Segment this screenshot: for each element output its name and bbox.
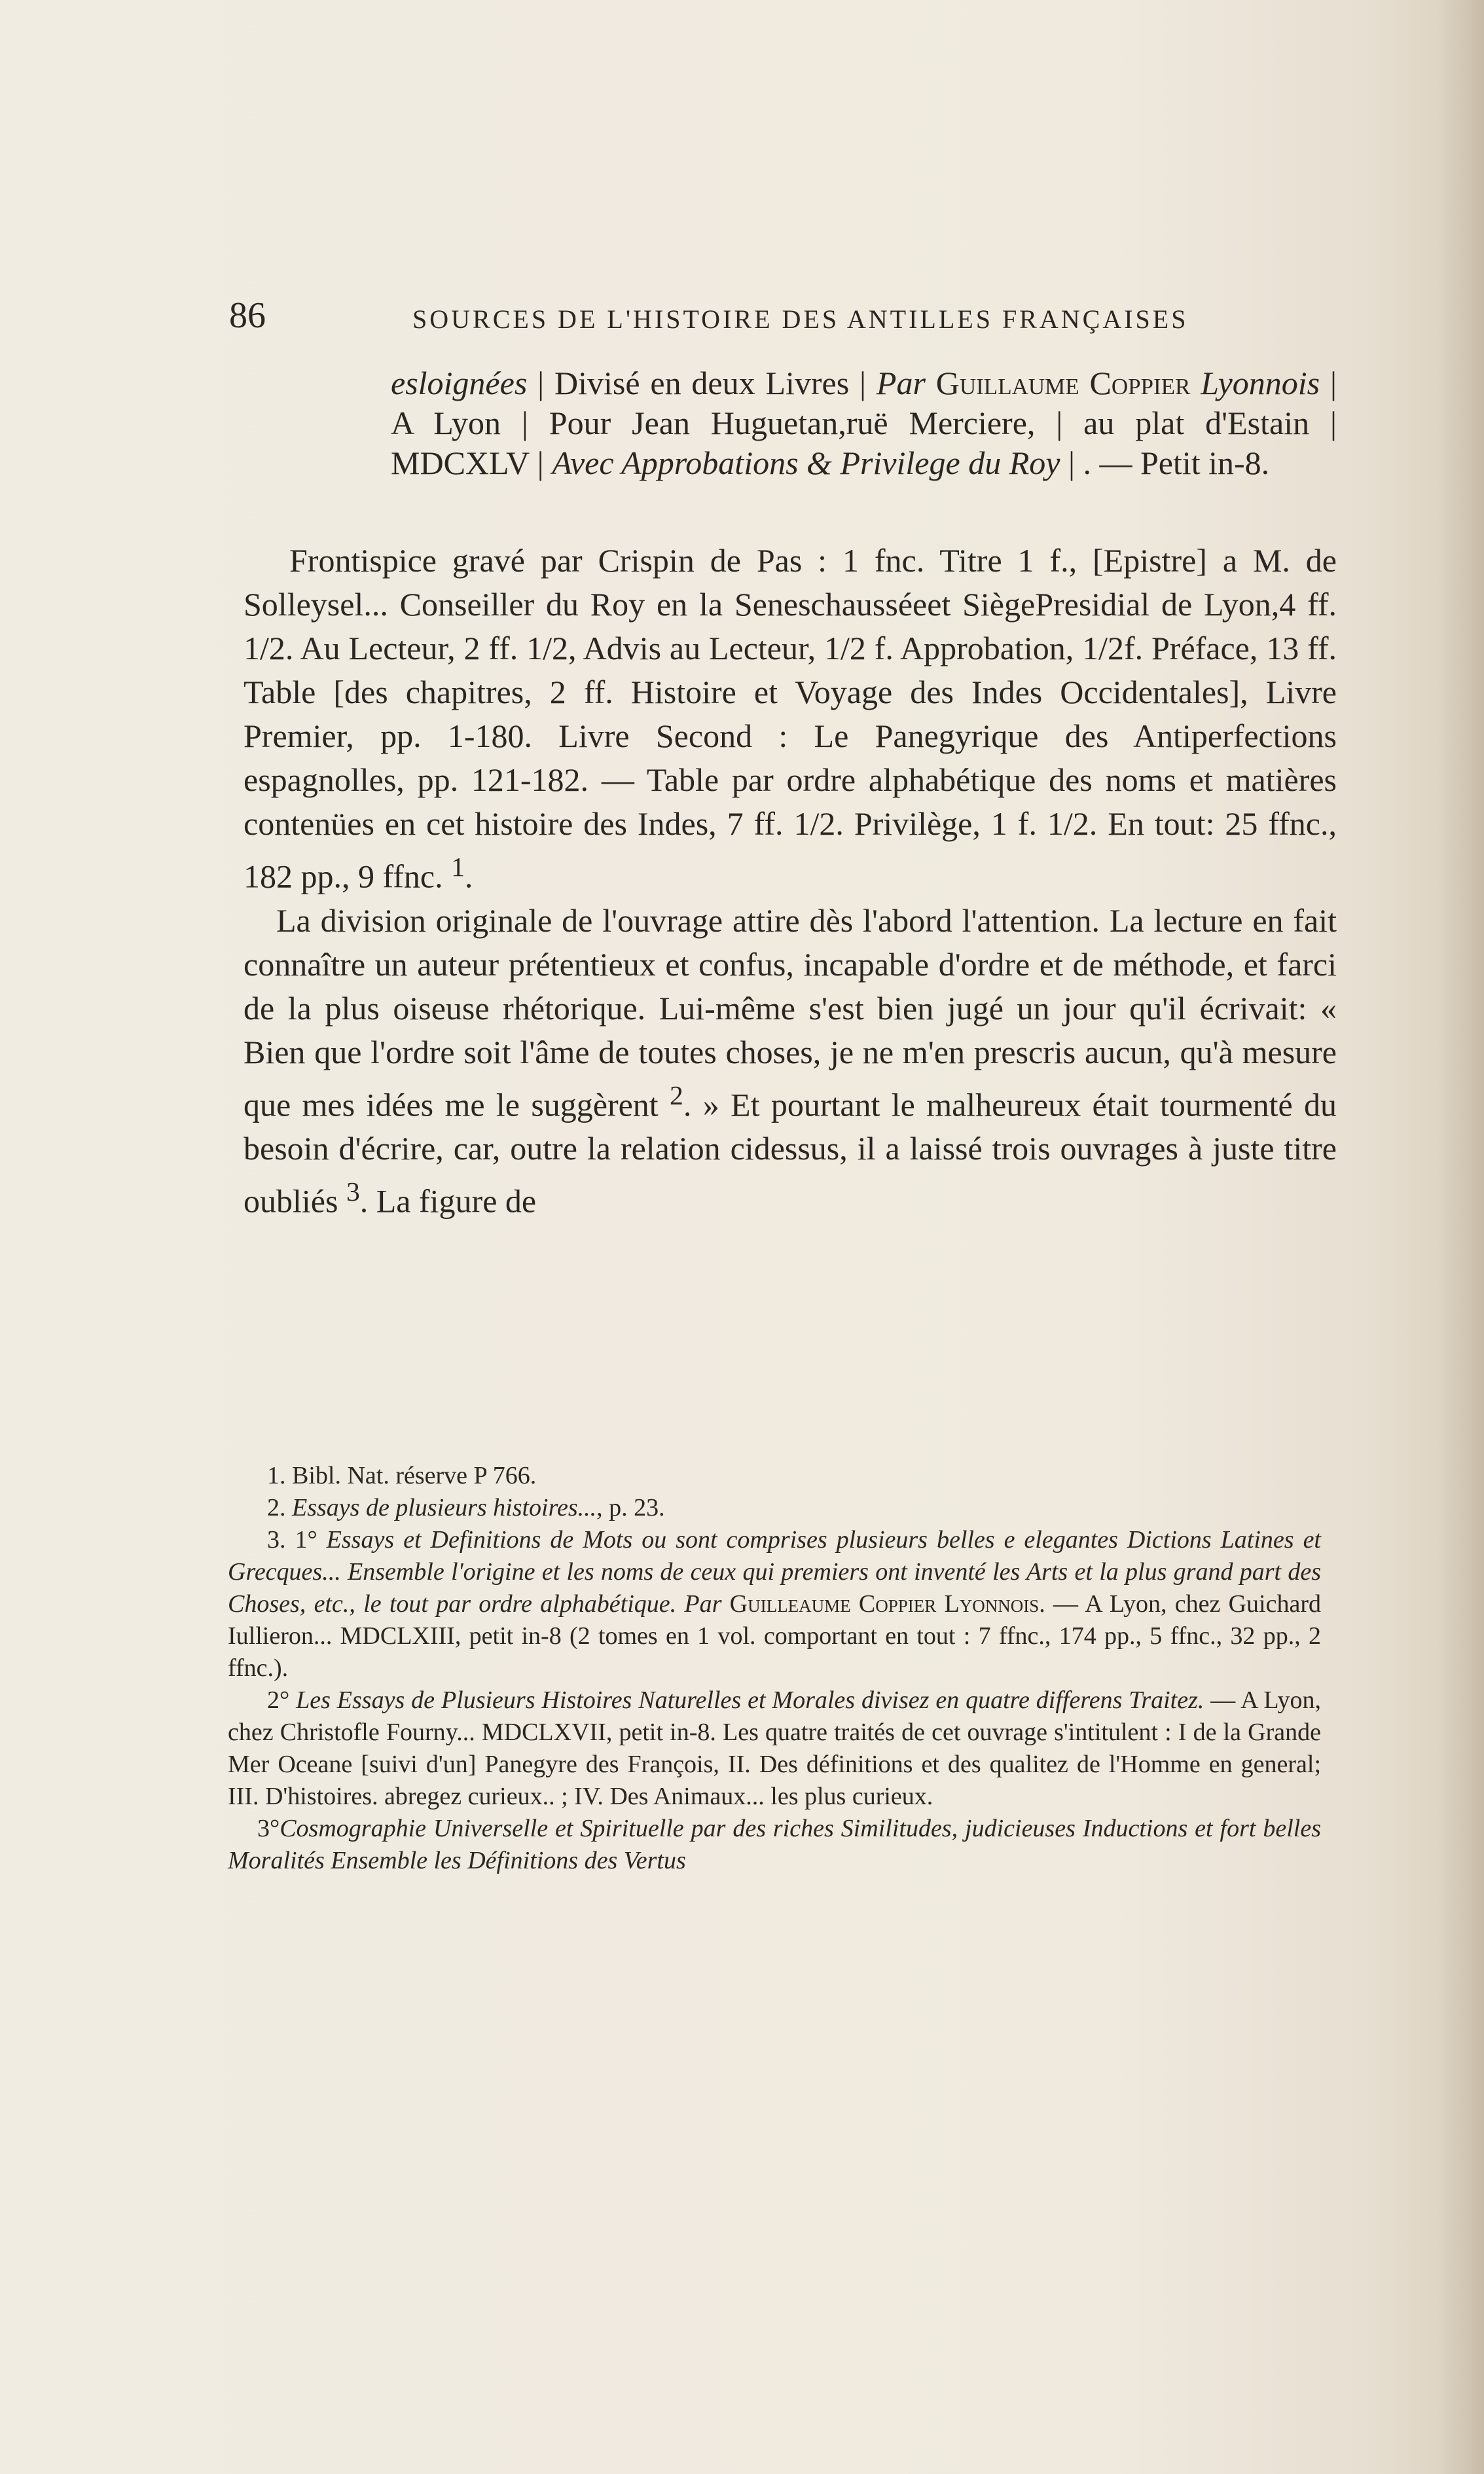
footnote-ref: 2 <box>670 1080 683 1111</box>
footnotes <box>228 1460 1321 1877</box>
collation-text: Frontispice gravé par Crispin de Pas : 1 fnc. Titre 1 f., [Epistre] a M. de Solleysel... Conseiller du Roy en la Seneschausséeet SiègePresidial de Lyon,4 ff. 1/2. Au Lecteur, 2 ff. 1/2, Advis au Lecteur, 1/2 f. Approbation, 1/2f. Préface, 13 ff. Table [des chapitres, 2 ff. Histoire et Voyage des Indes Occidentales], Livre Premier, pp. 1-180. Livre Second : Le Panegyrique des Antiperfections espagnolles, pp. 121-182. — Table par ordre alphabétique des noms et matières contenües en cet histoire des Indes, 7 ff. 1/2. Privilège, 1 f. 1/2. En tout: 25 ffnc., 182 pp., 9 ffnc. <box>244 542 1337 895</box>
privilege-text: Avec Approbations & Privilege du Roy <box>552 445 1060 481</box>
commentary-text: . La figure de <box>359 1182 537 1220</box>
footnote-number: 2° <box>267 1686 297 1714</box>
commentary-text: La division originale de l'ouvrage attire dès l'abord l'attention. La lecture en fait connaître un auteur prétentieux et confus, incapable d'ordre et de méthode, et farci de la plus oiseuse rhétorique. Lui-même s'est bien jugé un jour qu'il écrivait: « Bien que l'ordre soit l'âme de toutes choses, je ne m'en prescris aucun, qu'à mesure que mes idées me le suggèrent <box>244 901 1337 1123</box>
footnote-title: Essays de plusieurs histoires... <box>292 1494 597 1521</box>
footnote-number: 3° <box>257 1815 280 1842</box>
author-name: Guilleaume Coppier Lyonnois <box>721 1590 1040 1618</box>
title-segment: Par <box>876 365 926 401</box>
imprint: | A Lyon | Pour Jean Huguetan,ruë Merciere, | au plat d'Estain | MDCXLV | <box>391 365 1337 481</box>
footnote-3-item-3 <box>228 1813 1321 1877</box>
footnote-2 <box>228 1492 1321 1524</box>
footnote-text: . — A Lyon, chez Guichard Iullieron... MDCLXIII, petit in-8 (2 tomes en 1 vol. comportant en tout : 7 ffnc., 174 pp., 5 ffnc., 32 pp., 2 ffnc.). <box>228 1590 1322 1682</box>
footnote-text: — A Lyon, chez Christofle Fourny... MDCLXVII, petit in-8. Les quatre traités de cet ouvrage s'intitulent : I de la Grande Mer Oceane [suivi d'un] Panegyre des François, II. Des définitions et des qualitez de l'Homme en general; III. D'histoires. abregez curieux.. ; IV. Des Animaux... les plus curieux. <box>228 1686 1321 1810</box>
collation-paragraph <box>244 539 1337 899</box>
footnote-number: 2. <box>267 1494 292 1521</box>
title-continuation <box>391 363 1337 483</box>
footnote-title: Les Essays de Plusieurs Histoires Naturelles et Morales divisez en quatre differens Traitez. <box>296 1686 1204 1714</box>
footnote-text: , p. 23. <box>596 1494 665 1521</box>
footnote-title: Essays et Definitions de Mots ou sont comprises plusieurs belles e elegantes Dictions Latines et Grecques... Ensemble l'origine et les noms de ceux qui premiers ont inventé les Arts et la plus grand part des Choses, etc., le tout par ordre alphabétique. Par <box>228 1526 1321 1618</box>
footnote-1: 1. Bibl. Nat. réserve P 766. <box>267 1462 537 1489</box>
commentary-paragraph <box>244 899 1337 1224</box>
punctuation: . <box>464 858 473 895</box>
footnote-ref: 1 <box>451 852 465 882</box>
footnote-title: Cosmographie Universelle et Spirituelle par des riches Similitudes, judicieuses Inductions et fort belles Moralités Ensemble les Définitions des Vertus <box>228 1815 1321 1874</box>
format-text: | . — Petit in-8. <box>1060 445 1270 481</box>
footnote-3-item-2 <box>228 1684 1321 1813</box>
title-segment: | Divisé en deux Livres | <box>527 365 877 401</box>
page-edge-shadow <box>1438 0 1484 2474</box>
commentary-text: . » Et pourtant le malheureux était tourmenté du besoin d'écrire, car, outre la relation cidessus, il a laissé trois ouvrages à juste titre oubliés <box>244 1086 1337 1220</box>
title-segment: Lyonnois <box>1201 365 1320 401</box>
running-title: SOURCES DE L'HISTOIRE DES ANTILLES FRANÇAISES <box>412 304 1189 334</box>
title-segment: esloignées <box>391 365 528 401</box>
footnote-3 <box>228 1524 1321 1684</box>
footnote-ref: 3 <box>346 1177 360 1208</box>
main-text <box>244 363 1337 1224</box>
page-number: 86 <box>229 295 266 336</box>
page-header <box>229 295 1342 340</box>
author-name: Guillaume Coppier <box>925 365 1191 401</box>
footnote-number: 3. 1° <box>267 1526 327 1554</box>
